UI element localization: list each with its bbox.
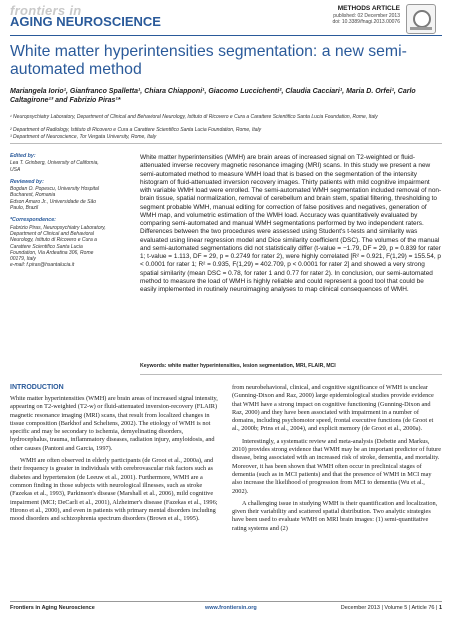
- footer-journal: Frontiers in Aging Neuroscience: [10, 605, 95, 611]
- page-number: 1: [438, 605, 442, 611]
- affiliation-1: ¹ Neuropsychiatry Laboratory, Department of Clinical and Behavioral Neurology, Istituto di Ricovero e Cura a Carattere Scientifico Santa Lucia Foundation, Rome, Italy: [10, 114, 378, 120]
- abstract: White matter hyperintensities (WMH) are brain areas of increased signal on T2-weighted or fluid-attenuated inverse recovery magnetic resonance imaging (MRI) scans. In this study we present a new semi-automated method to measure WMH load that is based on the segmentation of the intensity histogram of fluid-attenuated inversion recovery images. Thirty patients with mild cognitive impairment with variable WMH load were enrolled. The semi-automated WMH segmentation included removal of non-brain tissue, spatial normalization, removal of cerebellum and brain stem, spatial filtering, thresholding to segment probable WMH, manual editing for correction of false positives and negatives, generation of WMH map, and volumetric estimation of the WMH load. Accuracy was quantitatively evaluated by comparing semi-automated and manual WMH segmentations performed by two independent raters. Differences between the two procedures were assessed using Student's t-tests and similarity was evaluated using linear regression model and Dice similarity coefficient (DSC). The volumes of the manual and semi-automated segmentations did not statistically differ (t-value = −1.79, DF = 29, p = 0.839 for rater 1; t-value = 1.113, DF = 29, p = 0.2749 for rater 2), were highly correlated [R² = 0.921, F(1,29) = 155.54, p < 0.0001 for rater 1; R² = 0.935, F(1,29) = 402.709, p < 0.0001 for rater 2] and showed a very strong spatial similarity (mean DSC = 0.78, for rater 1 and 0.77 for rater 2). In conclusion, our semi-automated method to measure the load of WMH is highly reliable and could represent a good tool that could be easily implemented in routinely neuroimaging analyses to map clinical consequences of WMH.: [140, 154, 442, 293]
- reviewed-by: Bogdan O. Popescu, University Hospital Bucharest, Romania Edson Amaro Jr., Universidade de São Paulo, Brazil: [10, 186, 99, 212]
- keywords-list: white matter hyperintensities, lesion segmentation, MRI, FLAIR, MCI: [167, 363, 336, 369]
- published-date: published: 02 December 2013: [333, 13, 400, 19]
- paragraph: Interestingly, a systematic review and meta-analysis (Debette and Markus, 2010) provides strong evidence that WMH may be an important predictor of future disease, being associated with an increased risk of stroke, dementia, and mortality. Moreover, it has been shown that WMH often occur in preclinical stages of dementia (such as in MCI patients) and that the presence of WMH in MCI may also increase the likelihood of progression from MCI to dementia (Wu et al., 2002).: [232, 437, 442, 495]
- title-rule: [10, 35, 442, 36]
- edited-by-label: Edited by:: [10, 153, 36, 159]
- keywords-label: Keywords:: [140, 363, 167, 369]
- footer-url[interactable]: www.frontiersin.org: [205, 605, 257, 611]
- paragraph: A challenging issue in studying WMH is their quantification and localization, given their variability and scattered spatial distribution. Two analytic strategies have been used to evaluate WMH on MRI brain images: (1) semi-quantitative rating systems and (2): [232, 499, 438, 532]
- keywords-divider: [140, 374, 442, 375]
- body-column-left: [10, 395, 220, 527]
- keywords: [140, 363, 442, 369]
- affiliation-3: ³ Department of Neuroscience, Tor Vergata University, Rome, Italy: [10, 134, 157, 140]
- journal-logo-name: AGING NEUROSCIENCE: [10, 14, 161, 29]
- correspondence-label: *Correspondence:: [10, 217, 56, 224]
- body-column-right: [232, 384, 442, 537]
- footer-divider: [10, 601, 442, 602]
- edited-by: Lea T. Grinberg, University of California, USA: [10, 160, 99, 173]
- footer-issue: [341, 605, 442, 611]
- journal-logo-top: frontiers in: [10, 3, 82, 18]
- article-type: METHODS ARTICLE: [337, 5, 400, 12]
- publication-info: [332, 13, 400, 25]
- footer-issue-text: December 2013 | Volume 5 | Article 76 |: [340, 605, 438, 611]
- editorial-sidebar: [10, 153, 110, 275]
- crossmark-icon[interactable]: [406, 4, 436, 34]
- reviewed-by-label: Reviewed by:: [10, 178, 44, 185]
- affiliation-divider: [10, 143, 442, 144]
- article-title: White matter hyperintensities segmentation: a new semi-automated method: [10, 43, 407, 78]
- paragraph: White matter hyperintensities (WMH) are brain areas of increased signal intensity, appearing on T2-weighted (T2-w) or fluid-attenuated inversion-recovery (FLAIR) magnetic resonance imaging (MRI) scans, that result from localized changes in tissue composition (Barkhof and Scheltens, 2002). The etiology of WMH is not specific and may be secondary to ischemia, demyelinating disorders, hydrocephalus, trauma, inflammatory diseases, radiation injury, amyloidosis, and other causes (Pantoni and Garcia, 1997).: [10, 395, 218, 452]
- doi[interactable]: doi: 10.3389/fnagi.2013.00076: [332, 19, 400, 26]
- paragraph: WMH are often observed in elderly participants (de Groot et al., 2000a), and their frequency is greater in individuals with cerebrovascular risk factors such as diabetes and hypertension (de Leeuw et al., 2001). Furthermore, WMH are a common finding in those subjects with neurological illnesses, such as stroke (Fazekas et al., 1993), Parkinson's disease (Marshall et al., 2006), mild cognitive impairment (MCI; DeCarli et al., 2001), Alzheimer's disease (Fazekas et al., 1996; Hirono et al., 2000), and even in patients with primary mental disorders including mood disorders and schizophrenia spectrum disorders (Brown et al., 1995).: [10, 457, 218, 523]
- affiliation-2: ² Department of Radiology, Istituto di Ricovero e Cura a Carattere Scientifico Santa Lucia Foundation, Rome, Italy: [10, 127, 262, 133]
- paragraph: from neurobehavioral, clinical, and cognitive significance of WMH is unclear (Gunning-Dixon and Raz, 2000) large epidemiological studies provide evidence that WMH have a strong impact on cognitive functioning (Gunning-Dixon and Raz, 2000) and they have been associated with impairment in a number of domains, including psychomotor speed, frontal executive functions (de Groot et al., 2000b; Prins et al., 2004), and explicit memory (de Groot et al., 2000a).: [232, 384, 434, 433]
- author-list: Mariangela Iorio¹, Gianfranco Spalletta¹, Chiara Chiapponi¹, Giacomo Luccichenti², Claudia Cacciari¹, Maria D. Orfei¹, Carlo Caltagirone¹³ and Fabrizio Piras¹*: [10, 88, 416, 105]
- correspondence: Fabrizio Piras, Neuropsychiatry Laboratory, Department of Clinical and Behavioral Neurology, Istituto di Ricovero e Cura a Carattere Scientifico Santa Lucia Foundation, Via Ardeatina 306, Rome 00179, Italy e-mail: f.piras@hsantalucia.it: [10, 224, 106, 269]
- section-heading-introduction: INTRODUCTION: [10, 384, 64, 391]
